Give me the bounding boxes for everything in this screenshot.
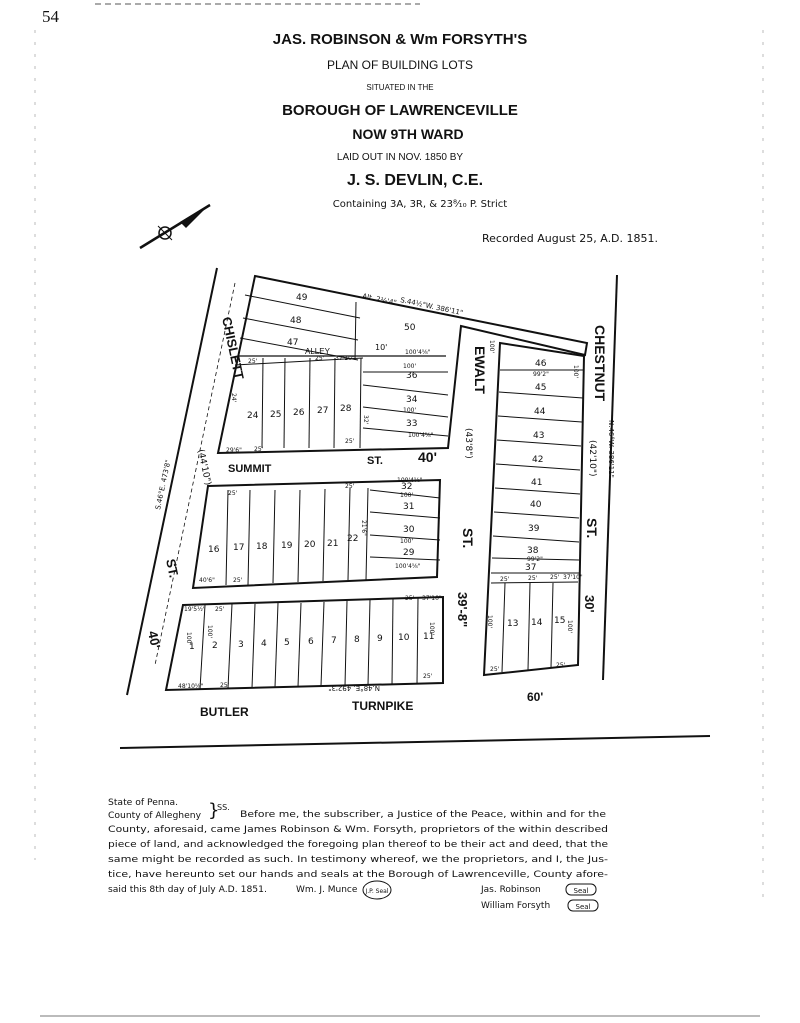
alley-width: 10'	[375, 343, 388, 352]
dim-side-100b: 100'	[206, 625, 213, 639]
dim-top-100b: 100'4⅝"	[405, 349, 431, 356]
lot-49: 49	[296, 293, 308, 303]
dim-bottom-25c: 25'	[220, 682, 230, 689]
dim-east-25a: 25'	[500, 576, 510, 583]
street-butler: BUTLER	[200, 705, 249, 719]
dim-top-29: 29'6"	[226, 447, 242, 454]
dim-top-25b: 25'	[345, 438, 355, 445]
lot-50: 50	[404, 323, 416, 333]
street-chislett-40: 40'	[145, 629, 164, 650]
street-chestnut-width: (42'10")	[587, 440, 597, 477]
lot-43: 43	[533, 431, 545, 441]
dim-top-100a: 100'4⅝"	[408, 432, 434, 439]
title-situated: SITUATED IN THE	[366, 83, 434, 92]
dim-east-25b: 25'	[528, 575, 538, 582]
lot-7: 7	[331, 636, 337, 646]
lot-19: 19	[281, 541, 293, 551]
dim-middle-100c: 100'	[400, 538, 414, 545]
lot-29: 29	[403, 548, 415, 558]
dim-east-25c: 25'	[550, 574, 560, 581]
lot-3: 3	[238, 640, 244, 650]
title-borough: BOROUGH OF LAWRENCEVILLE	[282, 102, 518, 119]
street-turnpike: TURNPIKE	[352, 699, 414, 713]
justice-signature: Wm. J. Munce	[296, 885, 358, 895]
dim-middle-40: 40'6"	[199, 577, 215, 584]
dim-east-25e: 25'	[556, 662, 566, 669]
lot-38: 38	[527, 546, 539, 556]
lot-11: 11	[423, 632, 435, 642]
lot-6: 6	[308, 637, 314, 647]
street-ewalt-width: (43'8")	[463, 428, 473, 459]
street-chestnut-st: ST.	[584, 518, 600, 539]
lot-2: 2	[212, 641, 218, 651]
dim-side-100e: 100'	[572, 365, 579, 379]
title-containing: Containing 3A, 3R, & 23⁸⁄₁₀ P. Strict	[332, 199, 508, 210]
dim-bottom-25a: 25'	[215, 606, 225, 613]
street-summit-40: 40'	[418, 449, 437, 465]
dim-east-37: 37'10"	[563, 574, 583, 581]
street-ewalt-st: ST.	[460, 528, 476, 549]
dim-middle-100a: 100'4⅝"	[397, 477, 423, 484]
lot-32: 32	[401, 482, 413, 492]
lot-47: 47	[287, 338, 299, 348]
lot-24: 24	[247, 411, 259, 421]
lot-13: 13	[507, 619, 519, 629]
lot-26: 26	[293, 408, 305, 418]
lot-45: 45	[535, 383, 547, 393]
chestnut-bearing: N.46°W. 386'11"	[607, 420, 615, 478]
street-summit-st: ST.	[367, 455, 383, 467]
alley-label: ALLEY	[305, 347, 330, 356]
dim-middle-100b: 100'	[400, 492, 414, 499]
dim-top-37: 37'10"	[335, 355, 355, 362]
dim-east-99b: 99'2"	[527, 556, 543, 563]
lot-48: 48	[290, 316, 302, 326]
dim-side-100g: 100'	[566, 620, 573, 634]
street-ewalt-39: 39'-8"	[455, 592, 470, 628]
street-chislett-st: ST.	[163, 557, 182, 580]
dim-side-100d: 100'	[488, 340, 495, 354]
signature-forsyth: William Forsyth	[481, 901, 551, 911]
affidavit-line-1: Before me, the subscriber, a Justice of the Peace, within and for the	[240, 809, 607, 820]
affidavit-line-5: tice, have hereunto set our hands and seals at the Borough of Lawrenceville, County afore-	[108, 869, 608, 880]
dim-bottom-25d: 25'	[423, 673, 433, 680]
lot-16: 16	[208, 545, 220, 555]
dim-middle-100d: 100'4⅝"	[395, 563, 421, 570]
street-summit: SUMMIT	[228, 463, 272, 475]
dim-middle-25b: 25'	[228, 490, 238, 497]
lot-30: 30	[403, 525, 415, 535]
lot-28: 28	[340, 404, 352, 414]
lot-39: 39	[528, 524, 540, 534]
lot-15: 15	[554, 616, 566, 626]
dim-bottom-19: 19'5½"	[184, 606, 206, 613]
lot-10: 10	[398, 633, 410, 643]
lot-46: 46	[535, 359, 547, 369]
lot-41: 41	[531, 478, 543, 488]
dim-side-21: 21'6"	[360, 520, 367, 536]
lot-4: 4	[261, 639, 267, 649]
lot-8: 8	[354, 635, 360, 645]
lot-36: 36	[406, 371, 418, 381]
dim-side-100c: 100'	[428, 622, 435, 636]
dim-top-25d: 25'	[315, 355, 325, 362]
lot-17: 17	[233, 543, 245, 553]
dim-middle-25c: 25'	[345, 483, 355, 490]
lot-27: 27	[317, 406, 329, 416]
lot-9: 9	[377, 634, 383, 644]
lot-22: 22	[347, 534, 359, 544]
street-ewalt: EWALT	[472, 346, 488, 394]
affidavit-line-2: County, aforesaid, came James Robinson & Wm. Forsyth, proprietors of the within described	[108, 824, 608, 835]
turnpike-bearing: N.48°E. 492'3"	[328, 684, 380, 692]
dim-top-100d: 100'	[403, 407, 417, 414]
title-engineer: J. S. DEVLIN, C.E.	[346, 172, 484, 189]
lot-44: 44	[534, 407, 546, 417]
robinson-seal-text: Seal	[573, 887, 589, 895]
lot-37: 37	[525, 563, 537, 573]
lot-21: 21	[327, 539, 339, 549]
affidavit-line-3: piece of land, and acknowledged the foregoing plan thereof to be their act and deed, that the	[108, 839, 609, 850]
north-strip-label: Alt. 2½'4"	[361, 292, 398, 308]
affidavit-venue-county: County of Allegheny	[108, 810, 202, 821]
dim-east-99a: 99'2"	[533, 371, 549, 378]
affidavit-ss: SS.	[217, 803, 230, 812]
chislett-bearing: S.46°E. 473'8"	[154, 458, 173, 511]
north-bearing: S.44½°W. 386'11"	[399, 296, 464, 318]
title-laid-out: LAID OUT IN NOV. 1850 BY	[336, 152, 464, 163]
title-owners: JAS. ROBINSON & Wm FORSYTH'S	[272, 31, 528, 48]
dim-bottom-25b: 25'	[405, 595, 415, 602]
dim-east-25d: 25'	[490, 666, 500, 673]
lot-18: 18	[256, 542, 268, 552]
dim-side-100f: 100'	[486, 615, 493, 629]
affidavit-brace: }	[208, 800, 220, 821]
street-chislett-width: (44'10")	[195, 448, 213, 487]
lot-1: 1	[189, 642, 195, 652]
affidavit-line-6: said this 8th day of July A.D. 1851.	[108, 884, 267, 895]
street-chestnut: CHESTNUT	[592, 325, 608, 402]
lot-33: 33	[406, 419, 418, 429]
dim-top-100c: 100'	[403, 363, 417, 370]
affidavit-line-4: same might be recorded as such. In testimony whereof, we the proprietors, and I, the Jus-	[108, 854, 608, 865]
lot-40: 40	[530, 500, 542, 510]
dim-side-100a: 100'	[185, 632, 192, 646]
dim-side-24: 24'	[230, 393, 237, 403]
affidavit-venue-state: State of Penna.	[108, 797, 179, 808]
street-chislett: CHISLETT	[219, 315, 247, 381]
street-chestnut-30: 30'	[582, 595, 597, 613]
signature-robinson: Jas. Robinson	[481, 885, 541, 895]
justice-seal-text: J.P. Seal	[365, 888, 389, 895]
lot-31: 31	[403, 502, 415, 512]
forsyth-seal-text: Seal	[575, 903, 591, 911]
lot-42: 42	[532, 455, 544, 465]
street-turnpike-60: 60'	[527, 690, 544, 704]
dim-bottom-37: 37'10"	[422, 595, 442, 602]
page-number: 54	[42, 7, 59, 26]
title-ward: NOW 9TH WARD	[352, 126, 464, 142]
lot-14: 14	[531, 618, 543, 628]
recorded-date: Recorded August 25, A.D. 1851.	[482, 232, 659, 245]
lot-20: 20	[304, 540, 316, 550]
dim-top-25a: 25'	[254, 446, 264, 453]
dim-middle-25a: 25'	[233, 577, 243, 584]
dim-top-25c: 25'	[248, 358, 258, 365]
lot-34: 34	[406, 395, 418, 405]
lot-5: 5	[284, 638, 290, 648]
title-plan: PLAN OF BUILDING LOTS	[326, 58, 474, 72]
dim-side-32: 32'	[362, 415, 369, 425]
dim-bottom-48: 48'10⅝"	[178, 683, 204, 690]
lot-25: 25	[270, 410, 282, 420]
